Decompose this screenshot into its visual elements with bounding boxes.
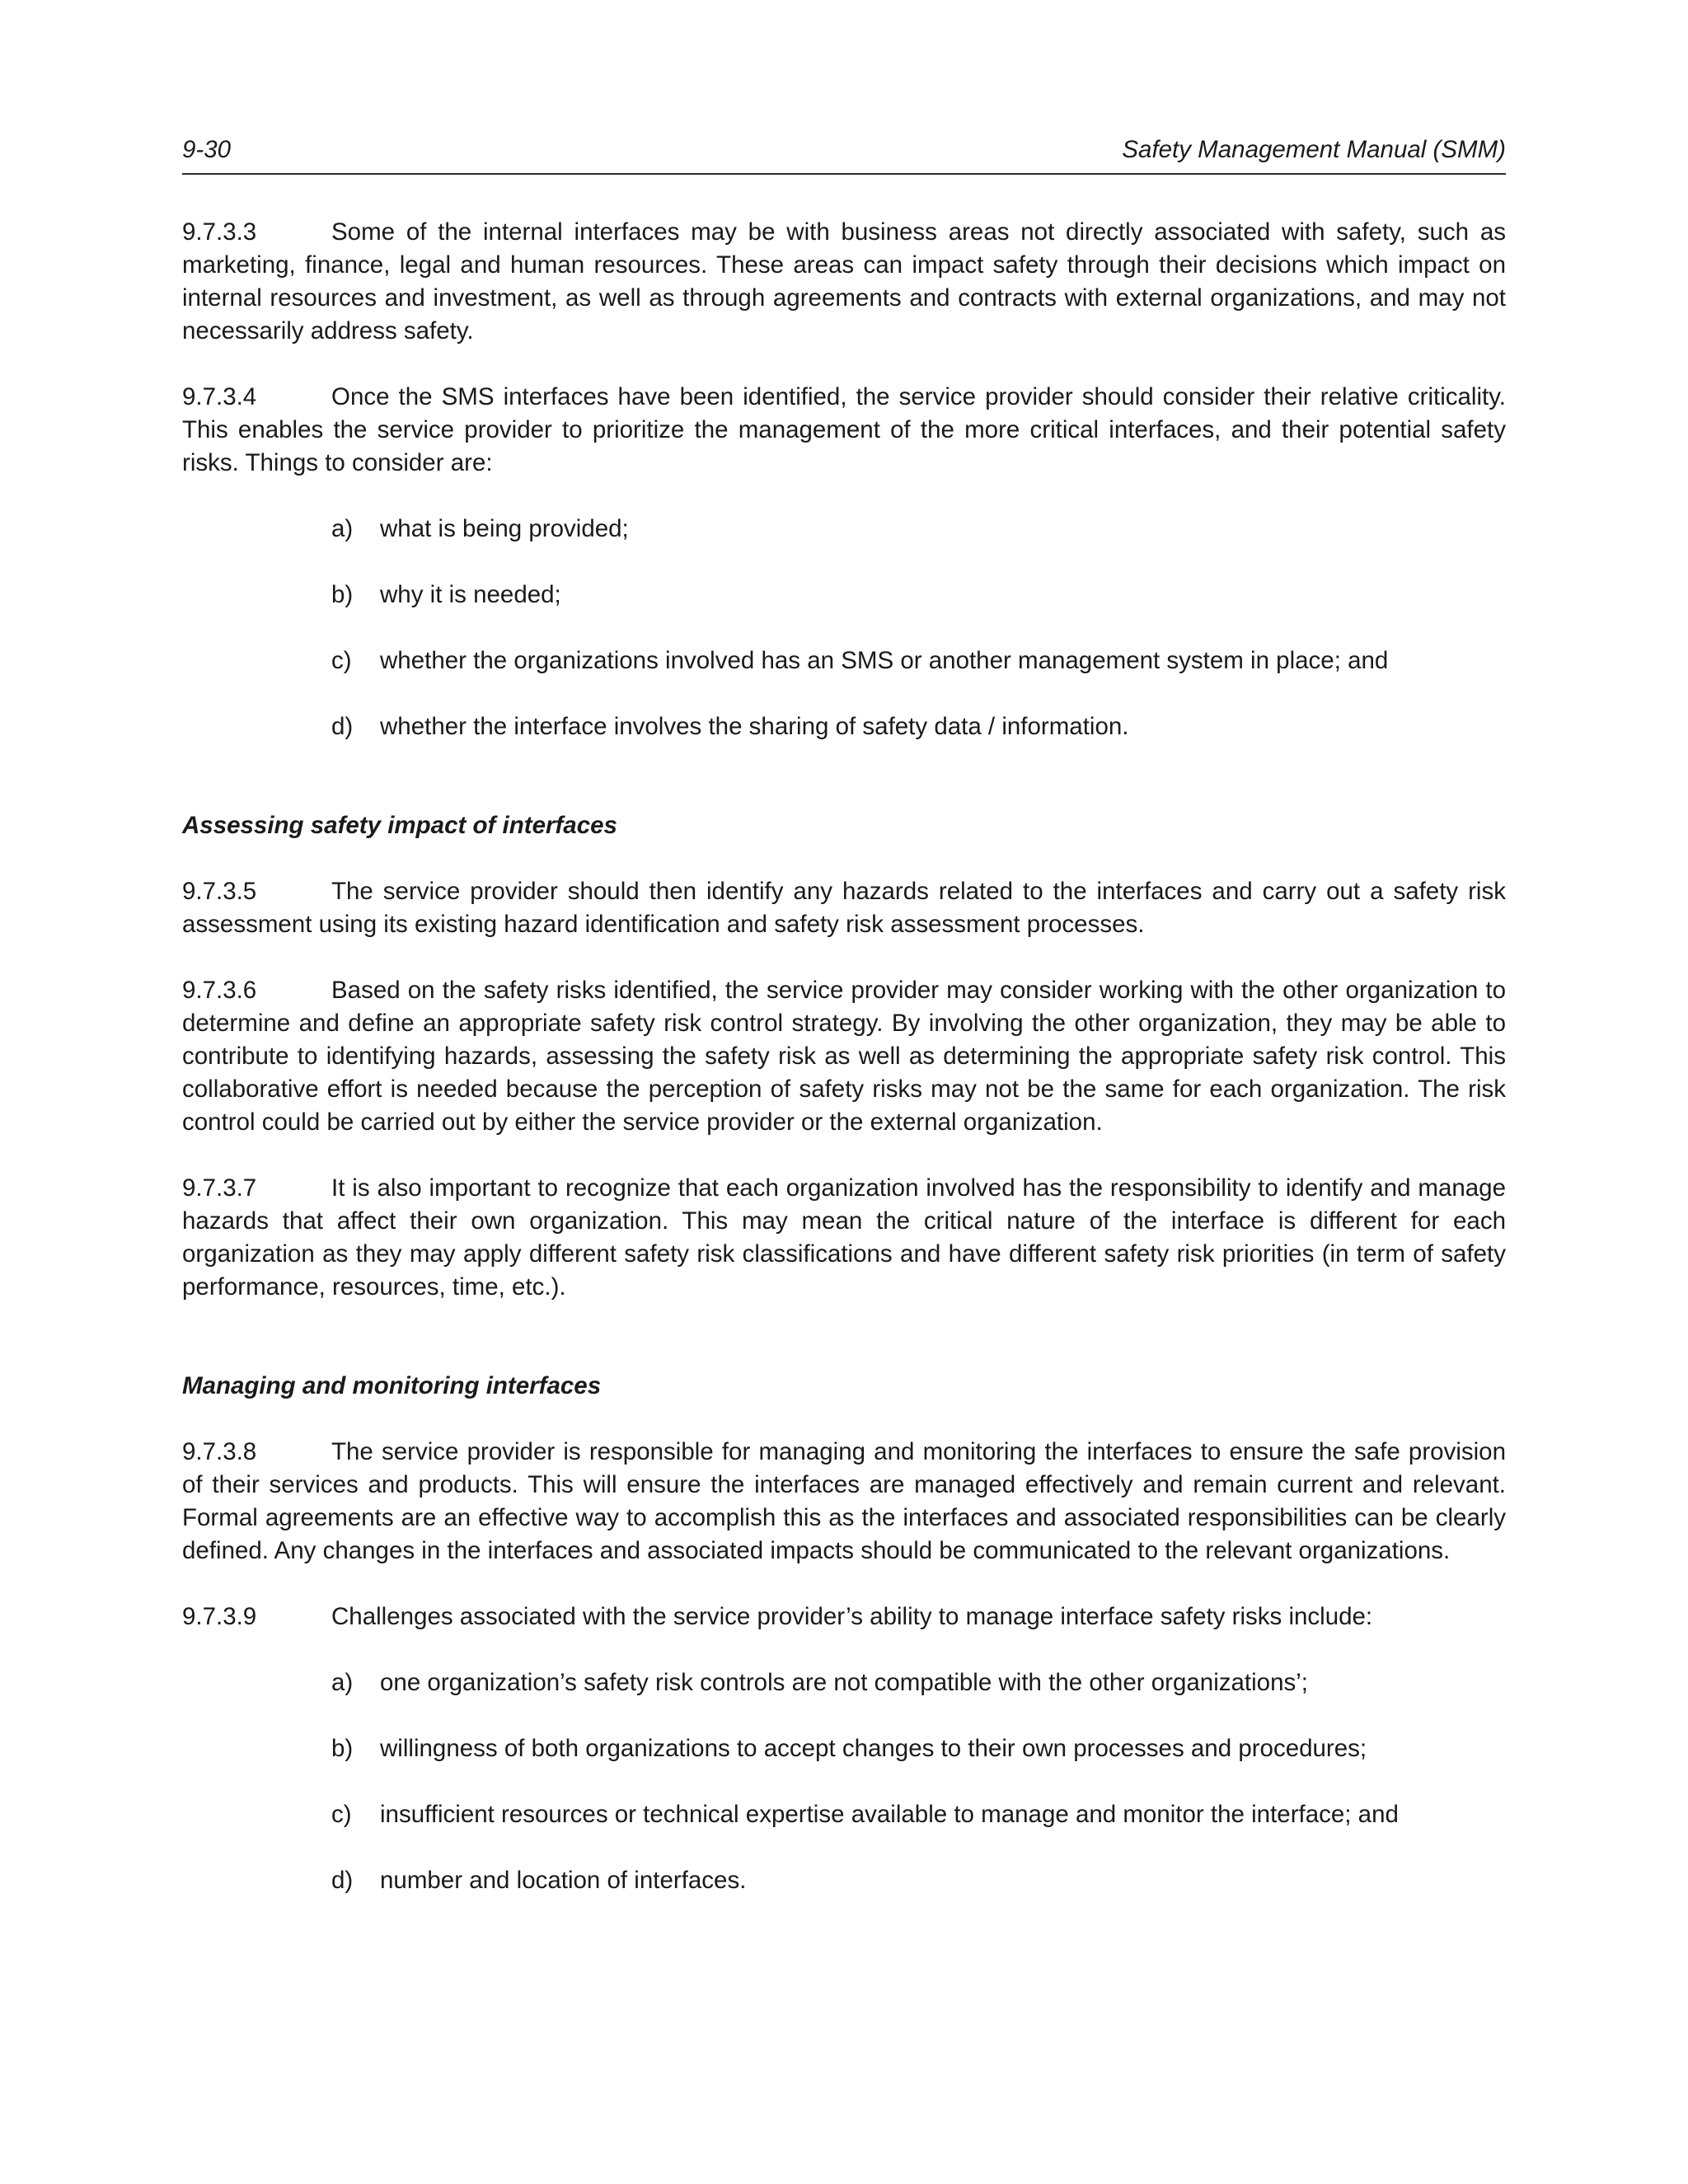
list-marker: b) [331,1735,354,1762]
paragraph-number: 9.7.3.4 [182,383,257,410]
list-marker: d) [331,1867,354,1894]
paragraph-number: 9.7.3.6 [182,977,257,1004]
list-item-text: one organization’s safety risk controls are not compatible with the other organizations’; [380,1669,1308,1696]
list-item-text: insufficient resources or technical expertise available to manage and monitor the interface; and [380,1801,1399,1828]
paragraph-9-7-3-6 [182,974,1506,1139]
paragraph-9-7-3-3 [182,216,1506,348]
list-item-text: number and location of interfaces. [380,1867,747,1894]
document-title: Safety Management Manual (SMM) [1122,136,1506,163]
paragraph-9-7-3-5 [182,875,1506,941]
list-item [182,513,1506,546]
criticality-considerations-list [182,513,1506,743]
page-header [182,134,1506,175]
section-heading-assessing: Assessing safety impact of interfaces [182,812,617,839]
paragraph-number: 9.7.3.7 [182,1174,257,1202]
list-item [182,1666,1506,1699]
paragraph-9-7-3-4 [182,381,1506,480]
list-item [182,644,1506,677]
list-item-text: why it is needed; [380,581,561,608]
list-item [182,1798,1506,1831]
paragraph-text: It is also important to recognize that each organization involved has the responsibility to identify and manage hazards that affect their own organization. This may mean the critical nature of the interface is different for each organization as they may apply different safety risk classifications and have different safety risk priorities (in term of safety performance, resources, time, etc.). [182,1174,1506,1301]
paragraph-number: 9.7.3.9 [182,1603,257,1630]
list-marker: c) [331,1801,352,1828]
list-item-text: whether the organizations involved has an SMS or another management system in place; and [380,647,1389,674]
list-item [182,1732,1506,1765]
page-body [182,216,1506,1930]
list-marker: a) [331,515,354,542]
paragraph-9-7-3-7 [182,1172,1506,1304]
interface-challenges-list [182,1666,1506,1897]
page-number: 9-30 [182,136,232,163]
list-item-text: what is being provided; [380,515,629,542]
paragraph-text: Challenges associated with the service provider’s ability to manage interface safety risks include: [331,1603,1373,1630]
list-item-text: whether the interface involves the sharing of safety data / information. [380,713,1129,740]
paragraph-text: Based on the safety risks identified, the service provider may consider working with the other organization to determine and define an appropriate safety risk control strategy. By involving the other organization, they may be able to contribute to identifying hazards, assessing the safety risk as well as determining the appropriate safety risk control. This collaborative effort is needed because the perception of safety risks may not be the same for each organization. The risk control could be carried out by either the service provider or the external organization. [182,977,1506,1136]
paragraph-9-7-3-9 [182,1601,1506,1633]
paragraph-text: The service provider is responsible for managing and monitoring the interfaces to ensure the safe provision of their services and products. This will ensure the interfaces are managed effectively and remain current and relevant. Formal agreements are an effective way to accomplish this as the interfaces and associated responsibilities can be clearly defined. Any changes in the interfaces and associated impacts should be communicated to the relevant organizations. [182,1438,1506,1564]
paragraph-number: 9.7.3.3 [182,218,257,246]
list-item [182,579,1506,612]
list-marker: d) [331,713,354,740]
paragraph-text: Some of the internal interfaces may be with business areas not directly associated with safety, such as marketing, finance, legal and human resources. These areas can impact safety through their decisions which impact on internal resources and investment, as well as through agreements and contracts with external organizations, and may not necessarily address safety. [182,218,1506,344]
list-item-text: willingness of both organizations to accept changes to their own processes and procedures; [380,1735,1367,1762]
list-marker: a) [331,1669,354,1696]
paragraph-number: 9.7.3.8 [182,1438,257,1465]
paragraph-text: The service provider should then identify any hazards related to the interfaces and carry out a safety risk assessment using its existing hazard identification and safety risk assessment processes. [182,878,1506,938]
paragraph-number: 9.7.3.5 [182,878,257,905]
list-marker: c) [331,647,352,674]
list-marker: b) [331,581,354,608]
section-heading-managing: Managing and monitoring interfaces [182,1372,602,1399]
paragraph-text: Once the SMS interfaces have been identified, the service provider should consider their relative criticality. This enables the service provider to prioritize the management of the more critical interfaces, and their potential safety risks. Things to consider are: [182,383,1506,476]
list-item [182,1864,1506,1897]
paragraph-9-7-3-8 [182,1436,1506,1568]
list-item [182,710,1506,743]
